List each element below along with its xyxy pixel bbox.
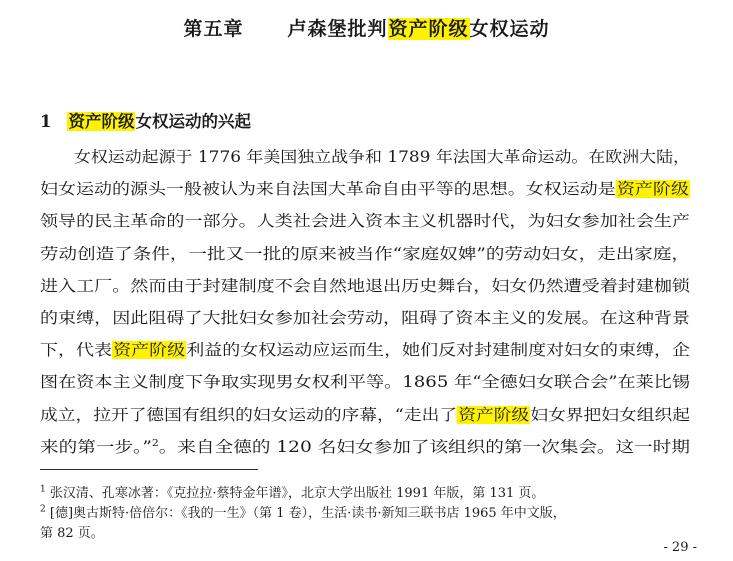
section-heading [40,108,251,132]
footnote-ref: 2 [151,438,159,449]
page-number: - 29 - [663,540,697,555]
chapter-title-text: 卢森堡批判 [287,18,388,40]
body-line [40,338,690,360]
chapter-title-rest: 女权运动 [469,18,550,40]
body-text-segment: 图在资本主义制度下争取实现男女权利平等。1865 年“全德妇女联合会”在莱比锡 [40,373,690,392]
footnote [40,482,544,501]
body-text-segment: 来的第一步。” [40,437,152,456]
body-line [40,209,690,231]
footnote [40,502,566,521]
body-line [40,403,690,425]
body-text-segment: 利益的女权运动应运而生，她们反对封建制度对妇女的束缚，企 [186,341,690,360]
footnote-divider [40,469,258,470]
body-line [40,306,690,328]
body-text-segment: 女权运动起源于 1776 年美国独立战争和 1789 年法国大革命运动。在欧洲大陆， [40,148,690,166]
chapter-title-highlight: 资产阶级 [388,18,469,40]
body-line [40,370,690,392]
footnote-text: 张汉清、孔寒冰著：《克拉拉·蔡特金年谱》，北京大学出版社 1991 年版，第 131 页。 [49,486,545,501]
footnote-text: 第 82 页。 [40,526,104,541]
footnote-text: [德]奥古斯特·倍倍尔：《我的一生》（第 1 卷），生活·读书·新知三联书店 1965 年中文版， [49,506,566,521]
footnote-mark: 1 [40,484,46,495]
body-text-segment: 下，代表 [40,341,112,360]
body-text-segment: 进入工厂。然而由于封建制度不会自然地退出历史舞台，妇女仍然遭受着封建枷锁 [40,276,690,295]
body-text-segment: 领导的民主革命的一部分。人类社会进入资本主义机器时代，为妇女参加社会生产 [40,212,690,231]
body-line [40,274,690,296]
chapter-number: 第五章 [183,18,244,40]
body-text-segment: 妇女运动的源头一般被认为来自法国大革命自由平等的思想。女权运动是 [40,180,616,199]
section-heading-highlight: 资产阶级 [68,112,135,131]
highlighted-term: 资产阶级 [113,341,186,360]
section-heading-text: 女权运动的兴起 [135,112,251,131]
body-text-segment: 。来自全德的 120 名妇女参加了该组织的第一次集会。这一时期 [158,437,690,456]
body-text-segment: 成立，拉开了德国有组织的妇女运动的序幕，“走出了 [40,405,458,424]
footnote-mark: 2 [40,504,46,515]
body-line [40,242,690,264]
body-line [40,145,690,167]
chapter-title [0,14,733,41]
body-line [40,177,690,199]
body-text-segment: 的束缚，因此阻碍了大批妇女参加社会劳动，阻碍了资本主义的发展。在这种背景 [40,309,690,327]
body-text-segment: 妇女界把妇女组织起 [530,405,690,424]
body-line [40,435,690,457]
footnote [40,522,104,541]
section-number: 1 [40,112,52,131]
body-text-segment: 劳动创造了条件，一批又一批的原来被当作“家庭奴婢”的劳动妇女，走出家庭， [40,244,690,263]
highlighted-term: 资产阶级 [616,180,689,199]
highlighted-term: 资产阶级 [458,405,530,424]
